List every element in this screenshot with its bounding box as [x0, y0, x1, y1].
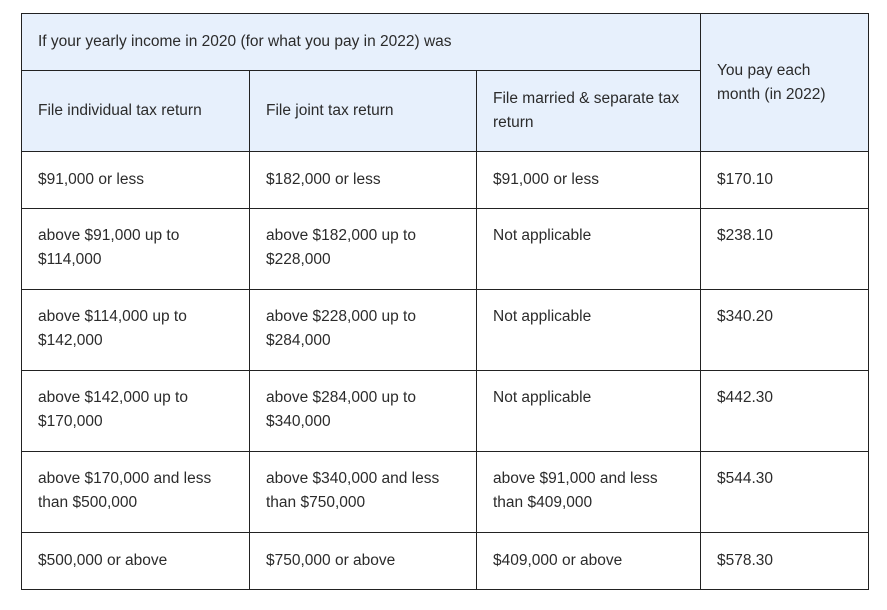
cell-married-separate: Not applicable — [477, 290, 701, 371]
cell-monthly-pay: $544.30 — [701, 452, 869, 533]
cell-individual: above $142,000 up to $170,000 — [22, 371, 250, 452]
table-row — [22, 371, 869, 452]
column-header-married-separate: File married & separate tax return — [477, 71, 701, 152]
table-row — [22, 290, 869, 371]
monthly-pay-header: You pay each month (in 2022) — [701, 14, 869, 152]
cell-married-separate: $409,000 or above — [477, 533, 701, 590]
premium-table — [21, 13, 869, 590]
header-row-group — [22, 14, 869, 71]
cell-joint: above $284,000 up to $340,000 — [250, 371, 477, 452]
cell-joint: $750,000 or above — [250, 533, 477, 590]
cell-married-separate: Not applicable — [477, 371, 701, 452]
table-row — [22, 452, 869, 533]
cell-monthly-pay: $238.10 — [701, 209, 869, 290]
cell-individual: $91,000 or less — [22, 152, 250, 209]
cell-monthly-pay: $578.30 — [701, 533, 869, 590]
cell-married-separate: Not applicable — [477, 209, 701, 290]
cell-joint: above $340,000 and less than $750,000 — [250, 452, 477, 533]
column-header-joint: File joint tax return — [250, 71, 477, 152]
cell-monthly-pay: $442.30 — [701, 371, 869, 452]
income-group-header: If your yearly income in 2020 (for what you pay in 2022) was — [22, 14, 701, 71]
table-row — [22, 533, 869, 590]
cell-individual: above $114,000 up to $142,000 — [22, 290, 250, 371]
cell-joint: above $182,000 up to $228,000 — [250, 209, 477, 290]
cell-monthly-pay: $170.10 — [701, 152, 869, 209]
cell-individual: above $170,000 and less than $500,000 — [22, 452, 250, 533]
cell-joint: $182,000 or less — [250, 152, 477, 209]
table-body — [22, 152, 869, 590]
column-header-individual: File individual tax return — [22, 71, 250, 152]
cell-individual: $500,000 or above — [22, 533, 250, 590]
table-row — [22, 152, 869, 209]
cell-married-separate: above $91,000 and less than $409,000 — [477, 452, 701, 533]
cell-individual: above $91,000 up to $114,000 — [22, 209, 250, 290]
table-row — [22, 209, 869, 290]
cell-joint: above $228,000 up to $284,000 — [250, 290, 477, 371]
cell-monthly-pay: $340.20 — [701, 290, 869, 371]
cell-married-separate: $91,000 or less — [477, 152, 701, 209]
table-header — [22, 14, 869, 152]
